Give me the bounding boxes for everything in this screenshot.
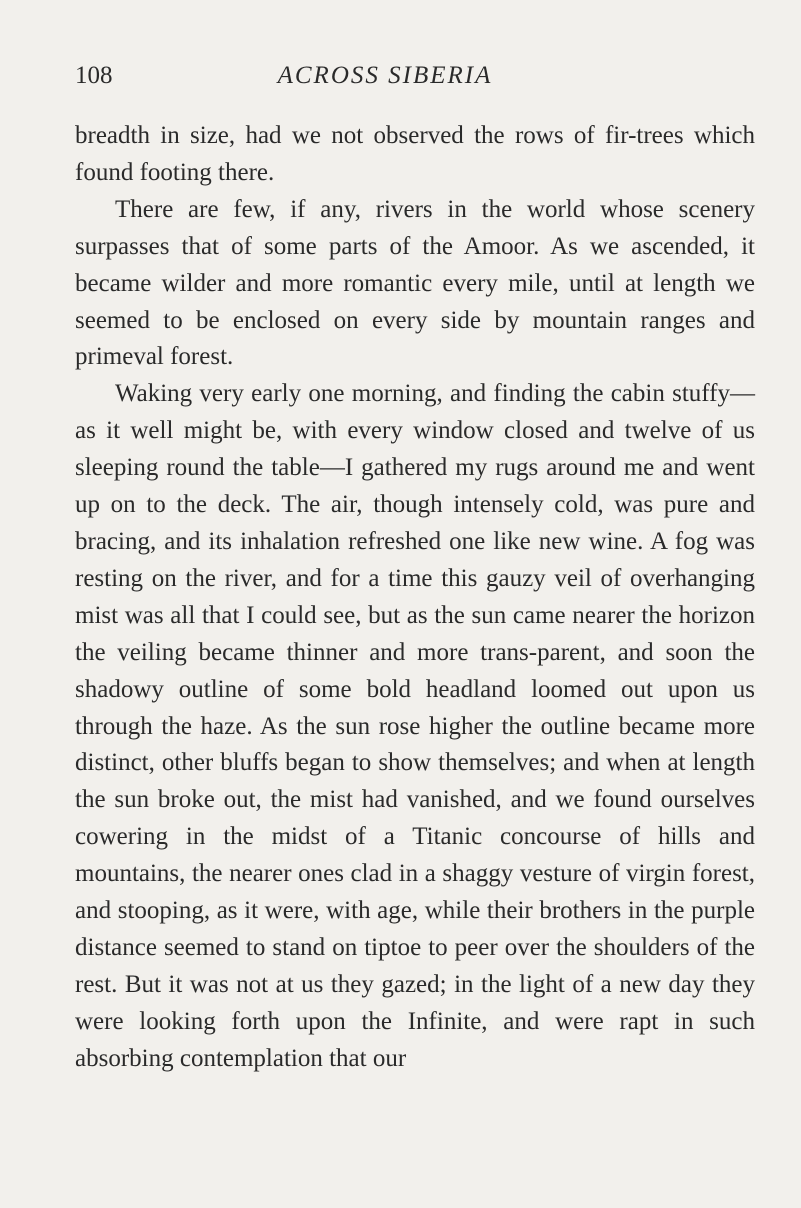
body-text xyxy=(75,118,755,1078)
paragraph: Waking very early one morning, and finding the cabin stuffy—as it well might be, with every window closed and twelve of us sleeping round the table—I gathered my rugs around me and went up on to the deck. The air, though intensely cold, was pure and bracing, and its inhalation refreshed one like new wine. A fog was resting on the river, and for a time this gauzy veil of overhanging mist was all that I could see, but as the sun came nearer the horizon the veiling became thinner and more trans-parent, and soon the shadowy outline of some bold headland loomed out upon us through the haze. As the sun rose higher the outline became more distinct, other bluffs began to show themselves; and when at length the sun broke out, the mist had vanished, and we found ourselves cowering in the midst of a Titanic concourse of hills and mountains, the nearer ones clad in a shaggy vesture of virgin forest, and stooping, as it were, with age, while their brothers in the purple distance seemed to stand on tiptoe to peer over the shoulders of the rest. But it was not at us they gazed; in the light of a new day they were looking forth upon the Infinite, and were rapt in such absorbing contemplation that our xyxy=(75,380,755,1072)
page-number: 108 xyxy=(75,62,113,89)
paragraph: breadth in size, had we not observed the rows of fir-trees which found footing there. xyxy=(75,122,755,186)
running-head xyxy=(75,62,755,92)
paragraph: There are few, if any, rivers in the world whose scenery surpasses that of some parts of the Amoor. As we ascended, it became wilder and more romantic every mile, until at length we seemed to be enclosed on every side by mountain ranges and primeval forest. xyxy=(75,195,755,371)
running-title: ACROSS SIBERIA xyxy=(277,62,493,89)
